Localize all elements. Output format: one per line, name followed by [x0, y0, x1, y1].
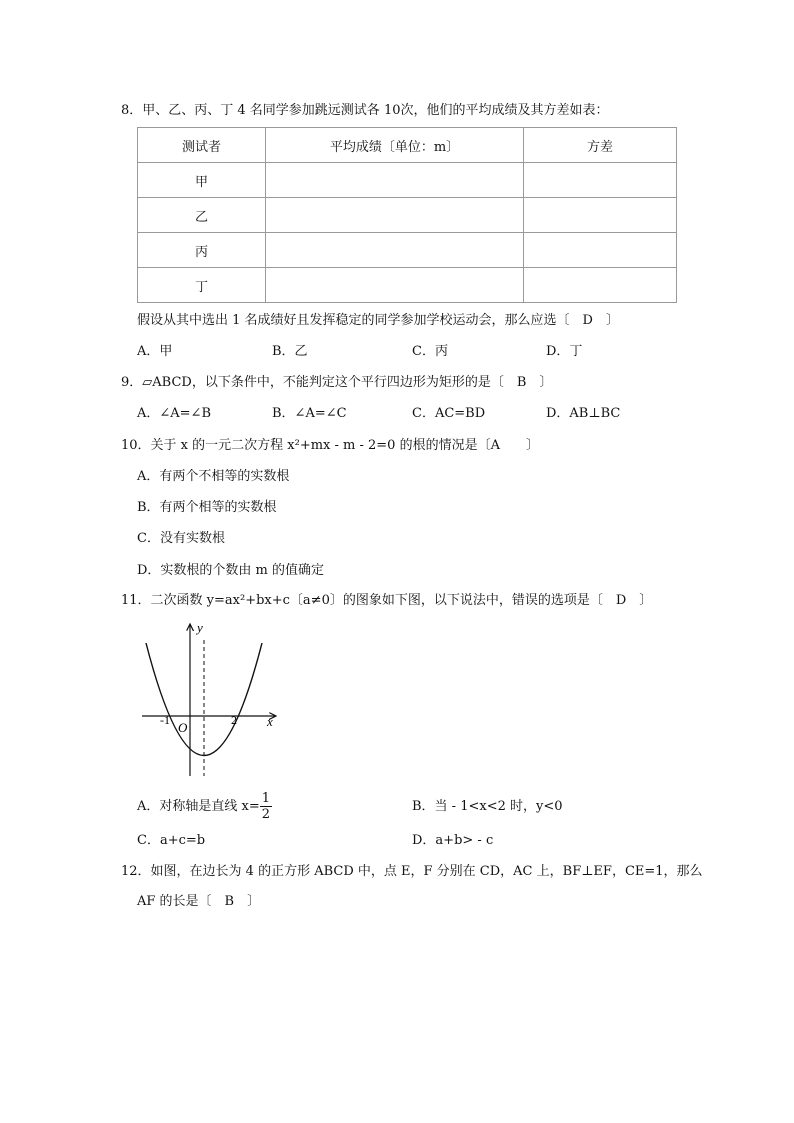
scores-table	[137, 127, 677, 303]
q11-option-d: D．a+b> - c	[412, 833, 494, 848]
q8-option-a: A．甲	[137, 344, 173, 359]
table-cell	[524, 233, 677, 268]
q9-stem: 9．▱ABCD，以下条件中，不能判定这个平行四边形为矩形的是〔 B 〕	[121, 375, 553, 390]
x-axis-label: x	[267, 714, 273, 729]
q9-option-c: C．AC=BD	[412, 406, 486, 421]
table-cell	[524, 163, 677, 198]
origin-label: O	[178, 720, 188, 735]
q9-option-a: A．∠A=∠B	[137, 406, 212, 421]
q8-stem: 8．甲、乙、丙、丁 4 名同学参加跳远测试各 10次，他们的平均成绩及其方差如表：	[121, 103, 609, 118]
q12-stem-line2: AF 的长是〔 B 〕	[137, 894, 261, 909]
table-cell: 丁	[138, 268, 266, 303]
q11-option-b: B．当 - 1<x<2 时，y<0	[412, 799, 563, 814]
q11-stem: 11．二次函数 y=ax²+bx+c〔a≠0〕的图象如下图，以下说法中，错误的选项是〔 D 〕	[121, 593, 653, 608]
q10-option-d: D．实数根的个数由 m 的值确定	[137, 563, 325, 578]
fraction-numerator: 1	[261, 791, 271, 806]
table-header-cell: 测试者	[138, 128, 266, 163]
table-row	[138, 163, 677, 198]
y-axis-label: y	[197, 620, 203, 635]
table-header-row	[138, 128, 677, 163]
q8-option-d: D．丁	[546, 344, 583, 359]
q11-option-c: C．a+c=b	[137, 833, 206, 848]
q10-option-c: C．没有实数根	[137, 531, 225, 546]
tick-label-two: 2	[231, 713, 237, 727]
q8-question: 假设从其中选出 1 名成绩好且发挥稳定的同学参加学校运动会，那么应选〔 D 〕	[137, 313, 619, 328]
q10-option-a: A．有两个不相等的实数根	[137, 469, 290, 484]
table-cell: 乙	[138, 198, 266, 233]
tick-label-neg-one: -1	[160, 713, 170, 727]
q11-option-a-text: A．对称轴是直线 x=	[137, 799, 260, 814]
table-cell	[266, 163, 524, 198]
table-row	[138, 198, 677, 233]
parabola-graph	[138, 618, 280, 780]
table-header-cell: 方差	[524, 128, 677, 163]
q10-stem: 10．关于 x 的一元二次方程 x²+mx - m - 2=0 的根的情况是〔A 〕	[121, 438, 539, 453]
q8-option-c: C．丙	[412, 344, 448, 359]
q8-option-b: B．乙	[272, 344, 308, 359]
table-cell	[266, 198, 524, 233]
fraction-one-half	[260, 791, 272, 822]
q12-stem-line1: 12．如图，在边长为 4 的正方形 ABCD 中，点 E，F 分别在 CD，AC 上，BF⊥EF，CE=1，那么	[121, 864, 703, 879]
table-header-cell: 平均成绩〔单位：m〕	[266, 128, 524, 163]
table-cell: 甲	[138, 163, 266, 198]
table-row	[138, 233, 677, 268]
table-row	[138, 268, 677, 303]
fraction-denominator: 2	[261, 807, 271, 822]
table-cell	[266, 233, 524, 268]
table-cell	[524, 198, 677, 233]
q9-option-d: D．AB⊥BC	[546, 406, 621, 421]
table-cell	[266, 268, 524, 303]
table-cell	[524, 268, 677, 303]
table-cell: 丙	[138, 233, 266, 268]
q10-option-b: B．有两个相等的实数根	[137, 500, 277, 515]
q11-option-a	[137, 790, 272, 824]
q9-option-b: B．∠A=∠C	[272, 406, 347, 421]
